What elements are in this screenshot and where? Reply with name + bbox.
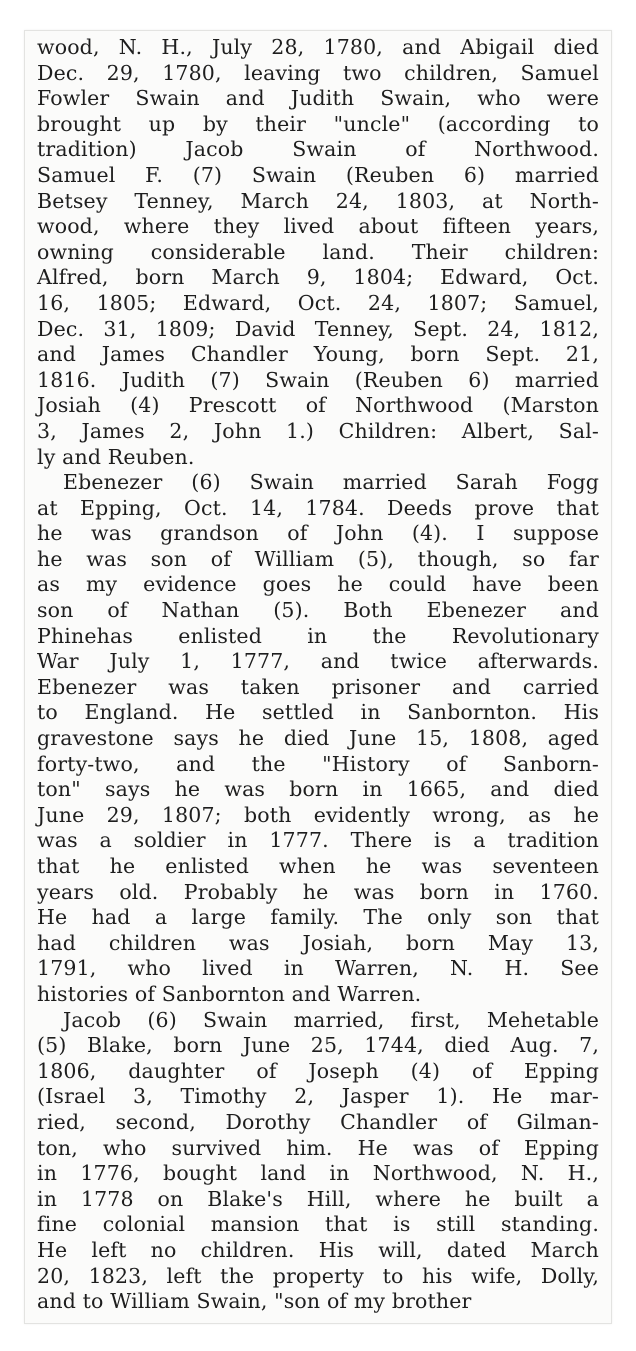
text-line: 20, 1823, left the property to his wife, Dolly, — [37, 1263, 599, 1288]
text-line: in 1778 on Blake's Hill, where he built a — [37, 1186, 599, 1211]
text-line: that he enlisted when he was seventeen — [37, 854, 599, 878]
text-line: Alfred, born March 9, 1804; Edward, Oct. — [37, 265, 599, 290]
text-line: wood, N. H., July 28, 1780, and Abigail died — [37, 35, 599, 59]
text-line: years old. Probably he was born in 1760. — [37, 879, 599, 904]
text-line: He had a large family. The only son that — [37, 905, 599, 930]
text-line: He left no children. His will, dated March — [37, 1237, 599, 1262]
text-line: Ebenezer was taken prisoner and carried — [37, 674, 599, 699]
text-line: 1791, who lived in Warren, N. H. See — [37, 956, 599, 981]
text-line: tradition) Jacob Swain of Northwood. — [37, 137, 599, 162]
text-line: he was grandson of John (4). I suppose — [37, 521, 599, 546]
text-line: histories of Sanbornton and Warren. — [37, 981, 422, 1006]
text-line: June 29, 1807; both evidently wrong, as he — [37, 802, 599, 827]
text-line: fine colonial mansion that is still standing. — [37, 1212, 599, 1237]
text-line: and to William Swain, "son of my brother — [37, 1289, 472, 1314]
text-line: wood, where they lived about fifteen years, — [37, 214, 599, 239]
paragraph-2 — [37, 470, 599, 1007]
text-line: Dec. 29, 1780, leaving two children, Samuel — [37, 60, 599, 85]
text-line: at Epping, Oct. 14, 1784. Deeds prove that — [37, 495, 599, 520]
text-line: had children was Josiah, born May 13, — [37, 930, 599, 955]
text-line: owning considerable land. Their children: — [37, 239, 599, 264]
text-line: 3, James 2, John 1.) Children: Albert, Sal- — [37, 418, 599, 443]
text-line: Ebenezer (6) Swain married Sarah Fogg — [63, 470, 599, 495]
text-line: and James Chandler Young, born Sept. 21, — [37, 342, 599, 367]
text-line: was a soldier in 1777. There is a tradition — [37, 828, 599, 853]
text-line: ton" says he was born in 1665, and died — [37, 777, 599, 802]
text-line: War July 1, 1777, and twice afterwards. — [37, 649, 599, 674]
text-line: (5) Blake, born June 25, 1744, died Aug. 7, — [37, 1033, 599, 1058]
text-line: Fowler Swain and Judith Swain, who were — [37, 86, 599, 111]
text-line: 1816. Judith (7) Swain (Reuben 6) married — [37, 367, 599, 392]
text-line: Dec. 31, 1809; David Tenney, Sept. 24, 1812, — [37, 316, 599, 341]
text-line: to England. He settled in Sanbornton. His — [37, 700, 599, 725]
text-line: ly and Reuben. — [37, 444, 195, 469]
paragraph-1 — [37, 35, 599, 470]
text-line: ton, who survived him. He was of Epping — [37, 1135, 599, 1160]
text-line: 1806, daughter of Joseph (4) of Epping — [37, 1058, 599, 1083]
text-line: Phinehas enlisted in the Revolutionary — [37, 623, 599, 648]
paragraph-3 — [37, 1008, 599, 1315]
text-line: in 1776, bought land in Northwood, N. H., — [37, 1161, 599, 1186]
text-line: (Israel 3, Timothy 2, Jasper 1). He mar- — [37, 1084, 599, 1109]
text-line: Josiah (4) Prescott of Northwood (Marston — [37, 393, 599, 418]
text-line: Samuel F. (7) Swain (Reuben 6) married — [37, 162, 599, 187]
text-line: son of Nathan (5). Both Ebenezer and — [37, 598, 599, 623]
text-line: brought up by their "uncle" (according to — [37, 111, 599, 136]
text-line: Betsey Tenney, March 24, 1803, at North- — [37, 188, 599, 213]
newspaper-clipping — [24, 30, 612, 1324]
text-line: Jacob (6) Swain married, first, Mehetable — [63, 1007, 599, 1032]
text-line: as my evidence goes he could have been — [37, 572, 599, 597]
text-line: 16, 1805; Edward, Oct. 24, 1807; Samuel, — [37, 290, 599, 315]
text-line: gravestone says he died June 15, 1808, aged — [37, 726, 599, 751]
text-line: forty-two, and the "History of Sanborn- — [37, 751, 599, 776]
text-line: ried, second, Dorothy Chandler of Gilman- — [37, 1109, 599, 1134]
article-text-column — [37, 35, 599, 1315]
text-line: he was son of William (5), though, so far — [37, 546, 599, 571]
